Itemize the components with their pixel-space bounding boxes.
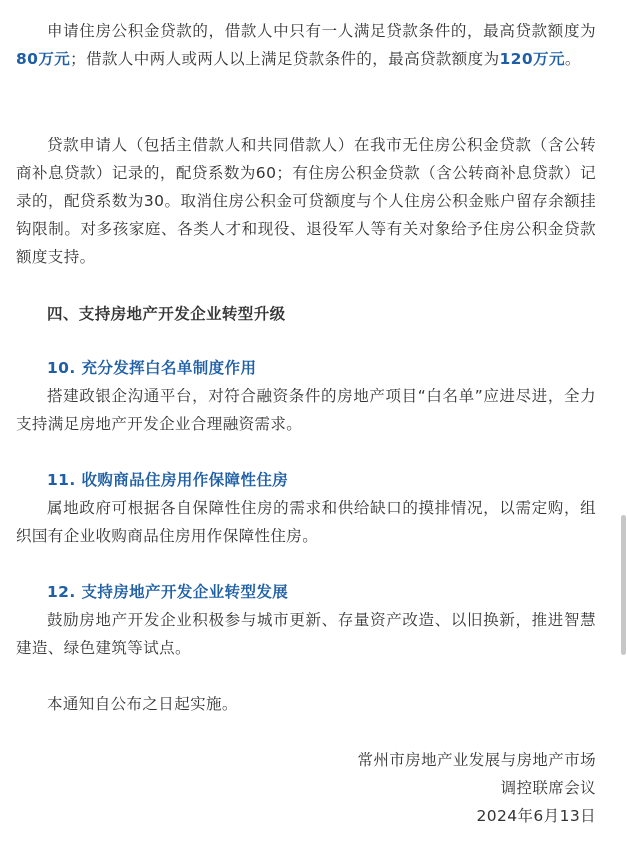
loan-limit-amount-single: 80万元 [16,50,71,68]
scrollbar-thumb[interactable] [621,515,626,655]
item-11-title: 11. 收购商品住房用作保障性住房 [47,471,289,489]
item-10-title: 10. 充分发挥白名单制度作用 [47,359,257,377]
loan-limit-text-a: 申请住房公积金贷款的，借款人中只有一人满足贷款条件的，最高贷款额度为 [47,22,596,40]
signature-org-line1: 常州市房地产业发展与房地产市场 [357,751,596,769]
signature-org-line2: 调控联席会议 [500,779,596,797]
item-12-title: 12. 支持房地产开发企业转型发展 [47,583,289,601]
signature-block [357,746,596,830]
closing-statement: 本通知自公布之日起实施。 [47,695,238,713]
item-12-text: 鼓励房地产开发企业积极参与城市更新、存量资产改造、以旧换新，推进智慧建造、绿色建筑等试点。 [16,611,596,657]
signature-date: 2024年6月13日 [476,807,596,825]
loan-limit-text-c: 。 [564,50,581,68]
loan-limit-amount-multiple: 120万元 [499,50,565,68]
item-10-text: 搭建政银企沟通平台，对符合融资条件的房地产项目“白名单”应进尽进，全力支持满足房地产开发企业合理融资需求。 [16,387,596,433]
item-11-text: 属地政府可根据各自保障性住房的需求和供给缺口的摸排情况，以需定购，组织国有企业收购商品住房用作保障性住房。 [16,499,596,545]
paragraph-loan-coefficient: 贷款申请人（包括主借款人和共同借款人）在我市无住房公积金贷款（含公转商补息贷款）记录的，配贷系数为60；有住房公积金贷款（含公转商补息贷款）记录的，配贷系数为30。取消住房公积金可贷额度与个人住房公积金账户留存余额挂钩限制。对多孩家庭、各类人才和现役、退役军人等有关对象给予住房公积金贷款额度支持。 [16,136,596,266]
loan-limit-text-b: ；借款人中两人或两人以上满足贷款条件的，最高贷款额度为 [70,50,500,68]
section-title-4: 四、支持房地产开发企业转型升级 [47,305,286,323]
paragraph-loan-limit [16,17,596,73]
